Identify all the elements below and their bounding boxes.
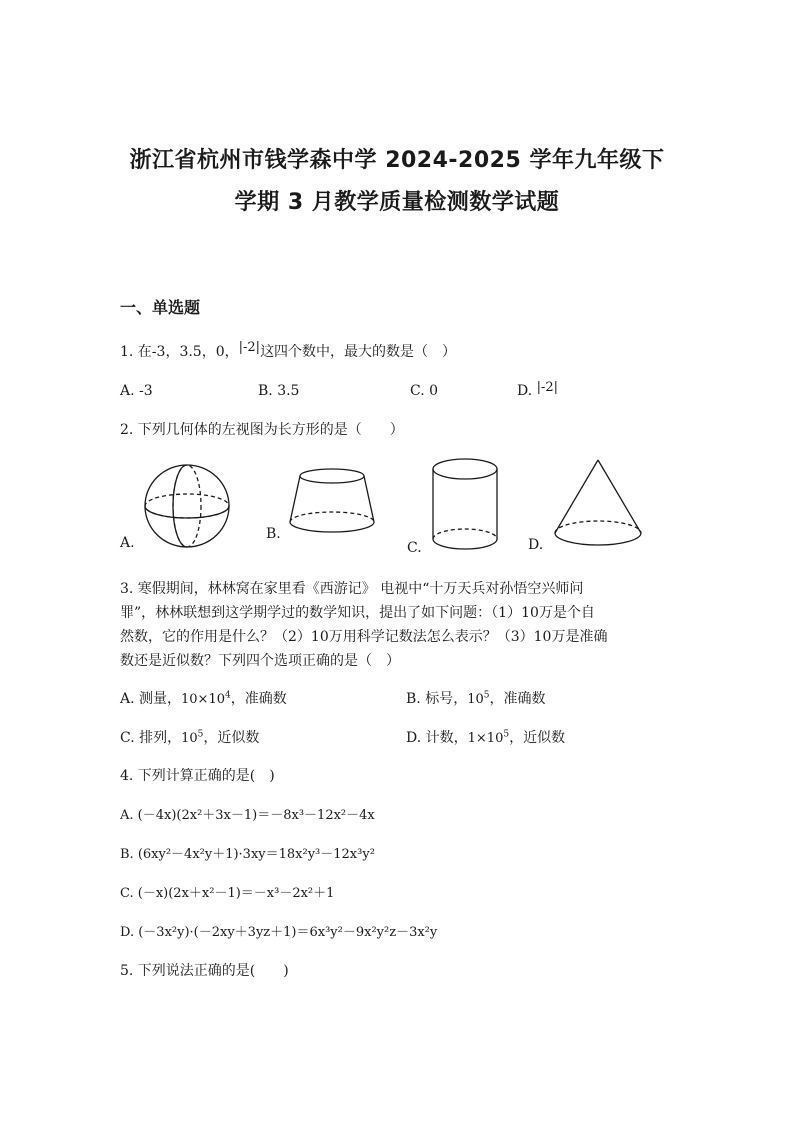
cylinder-figure bbox=[429, 456, 501, 553]
q2-label-c: C. bbox=[407, 540, 422, 556]
q3-option-d-exponent: 5 bbox=[503, 729, 510, 740]
question-5: 5. 下列说法正确的是( ) bbox=[120, 963, 289, 979]
q4-option-a: A. (－4x)(2x²＋3x－1)＝－8x³－12x²－4x bbox=[120, 808, 375, 823]
q4-option-b: B. (6xy²－4x²y＋1)·3xy＝18x²y³－12x³y² bbox=[120, 847, 375, 862]
q3-option-c-math: 10 bbox=[181, 731, 198, 746]
q3-option-a-label: A. 测量， bbox=[120, 691, 182, 707]
q3-option-a-suffix: ，准确数 bbox=[230, 691, 287, 707]
question-2: 2. 下列几何体的左视图为长方形的是（ ） bbox=[120, 422, 404, 438]
q3-option-a-math: 10×10 bbox=[181, 692, 225, 707]
question-4: 4. 下列计算正确的是( ) bbox=[120, 768, 275, 784]
q2-label-b: B. bbox=[266, 526, 281, 542]
q3-option-a bbox=[120, 688, 287, 708]
q2-label-a: A. bbox=[120, 535, 135, 551]
section-heading: 一、单选题 bbox=[120, 298, 201, 317]
question-3-line-1: 3. 寒假期间，林林窝在家里看《西游记》 电视中“十万天兵对孙悟空兴师问 bbox=[120, 581, 584, 597]
sphere-figure bbox=[140, 462, 234, 552]
cone-figure bbox=[552, 457, 644, 549]
q1-option-c: C. 0 bbox=[410, 383, 439, 399]
question-3-line-3: 然数，它的作用是什么？（2）10万用科学记数法怎么表示？（3）10万是准确 bbox=[120, 629, 608, 645]
title-line-2: 学期 3 月教学质量检测数学试题 bbox=[234, 190, 560, 215]
abs-value: |-2| bbox=[238, 340, 261, 355]
q1-option-b: B. 3.5 bbox=[258, 383, 300, 399]
q3-option-b-label: B. 标号， bbox=[406, 691, 468, 707]
question-1 bbox=[120, 341, 456, 361]
q1-option-d-prefix: D. bbox=[517, 383, 533, 399]
question-1-text: 1. 在-3，3.5，0， bbox=[120, 344, 239, 360]
q3-option-b bbox=[406, 688, 545, 708]
title-line-1: 浙江省杭州市钱学森中学 2024-2025 学年九年级下 bbox=[129, 148, 665, 173]
q1-option-a: A. -3 bbox=[120, 383, 153, 399]
q3-option-b-exponent: 5 bbox=[483, 690, 490, 701]
q3-option-c-label: C. 排列， bbox=[120, 730, 182, 746]
q2-label-d: D. bbox=[528, 537, 544, 553]
frustum-figure bbox=[288, 466, 376, 538]
q3-option-d bbox=[406, 727, 565, 747]
q3-option-a-exponent: 4 bbox=[225, 690, 231, 701]
q3-option-b-math: 10 bbox=[467, 692, 484, 707]
q3-option-d-suffix: ，近似数 bbox=[509, 730, 566, 746]
q3-option-c-suffix: ，近似数 bbox=[203, 730, 260, 746]
q4-option-c: C. (－x)(2x＋x²－1)＝－x³－2x²＋1 bbox=[120, 886, 335, 901]
q1-option-d-abs: |-2| bbox=[536, 380, 559, 395]
q3-option-c bbox=[120, 727, 259, 747]
q1-option-d bbox=[517, 380, 559, 399]
question-3-line-4: 数还是近似数？下列四个选项正确的是（ ） bbox=[120, 653, 400, 669]
q3-option-d-math: 1×10 bbox=[467, 731, 504, 746]
q3-option-c-exponent: 5 bbox=[197, 729, 204, 740]
q3-option-d-label: D. 计数， bbox=[406, 730, 468, 746]
question-1-tail: 这四个数中，最大的数是（ ） bbox=[260, 344, 457, 360]
question-3-line-2: 罪”，林林联想到这学期学过的数学知识，提出了如下问题：（1）10万是个自 bbox=[120, 605, 595, 621]
q3-option-b-suffix: ，准确数 bbox=[489, 691, 546, 707]
q4-option-d: D. (－3x²y)·(－2xy＋3yz＋1)＝6x³y²－9x²y²z－3x²y bbox=[120, 925, 438, 940]
